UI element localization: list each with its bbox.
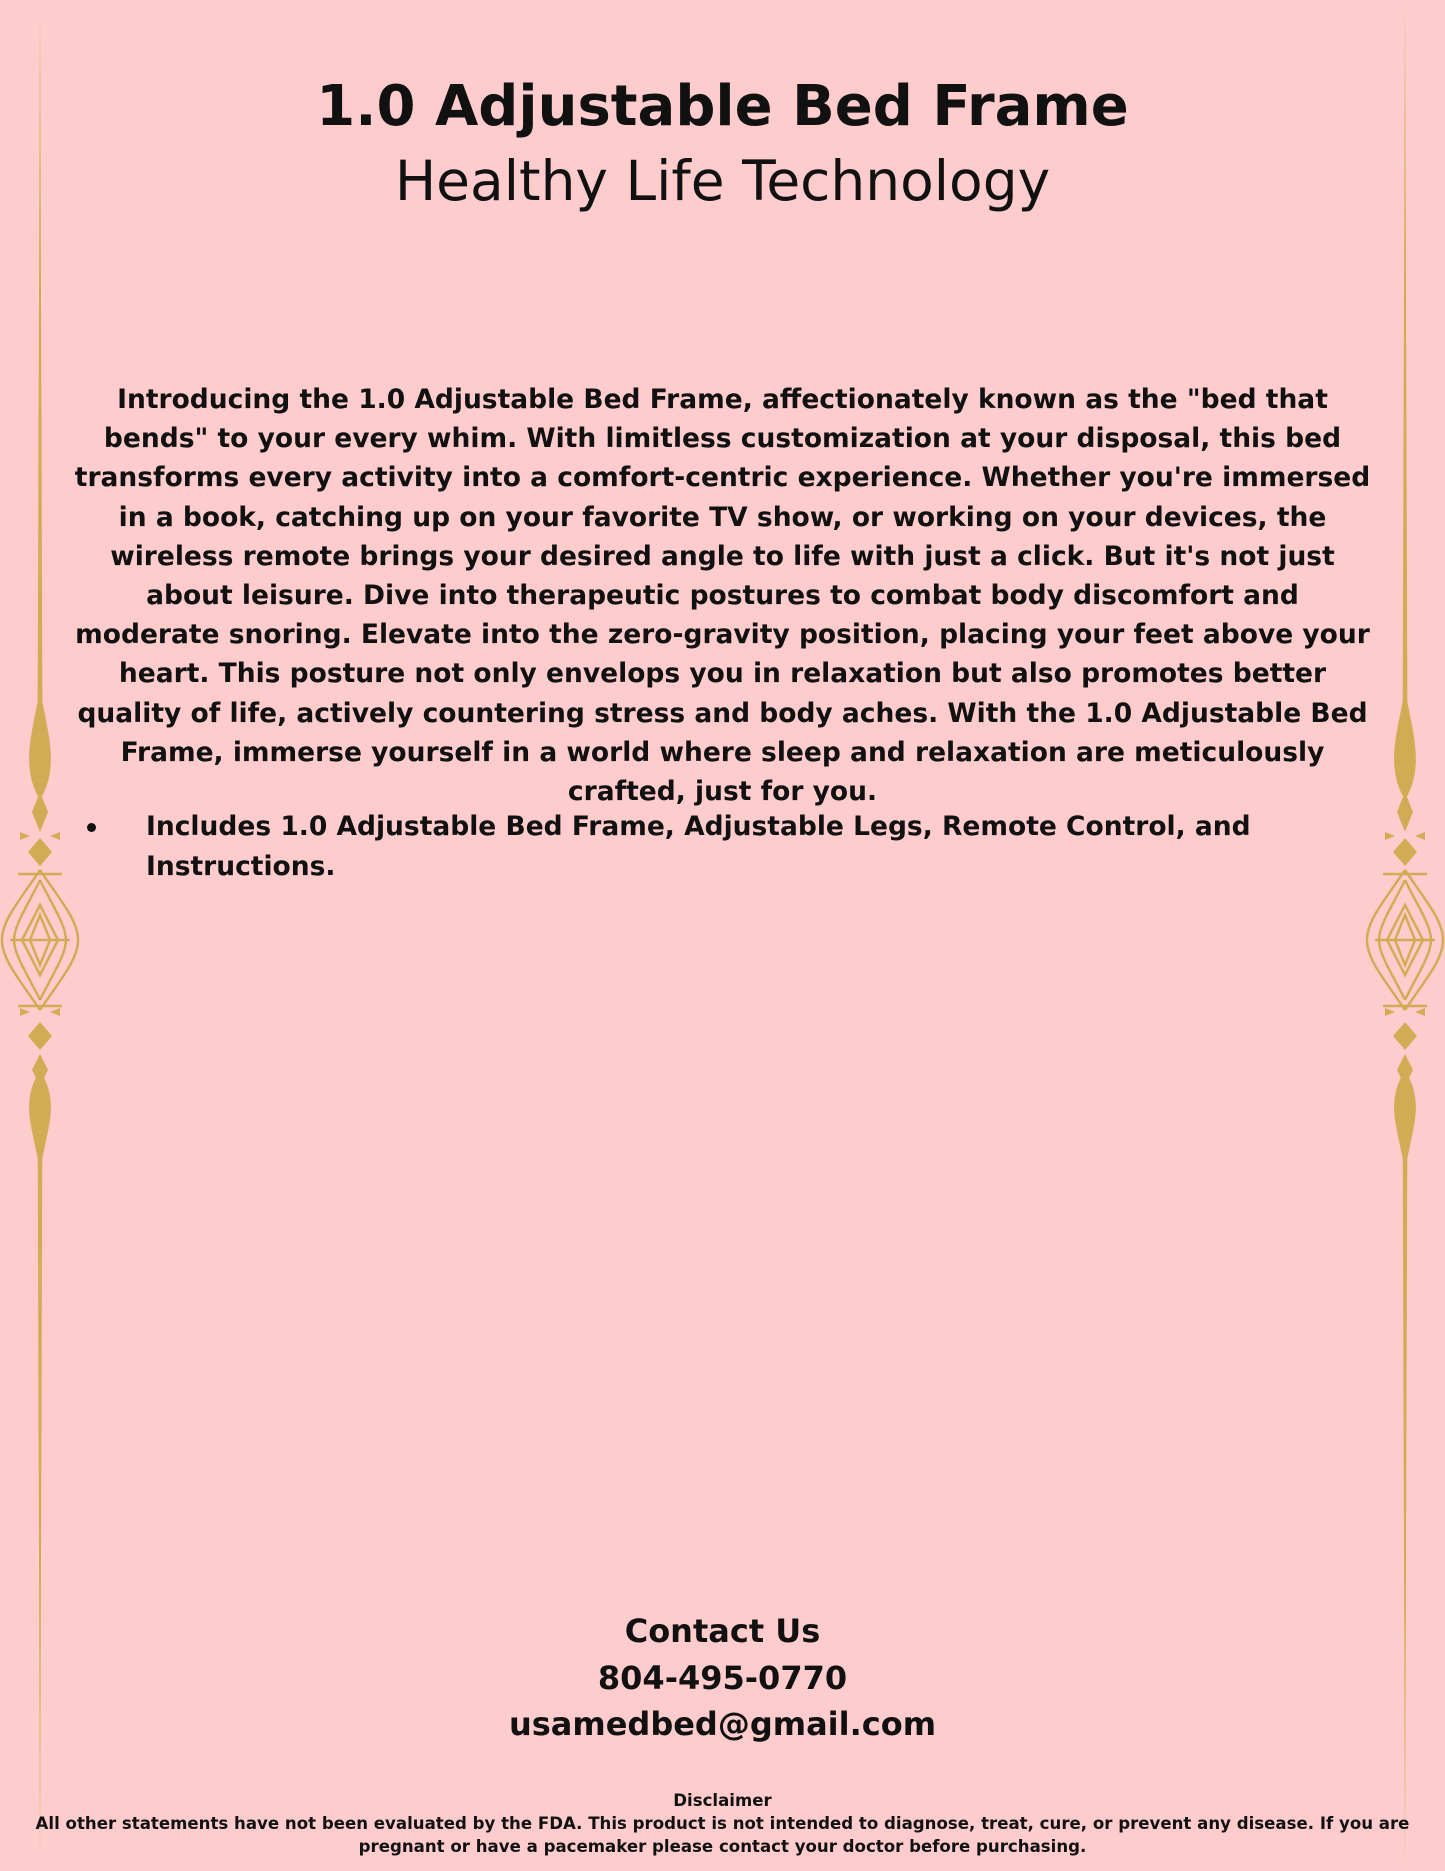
disclaimer-text: All other statements have not been evaluated by the FDA. This product is not intended to diagnose, treat, cure, or prevent any disease. If you are pregnant or have a pacemaker please contact your doctor before purchasing. xyxy=(35,1814,1410,1856)
includes-list xyxy=(80,807,1370,887)
disclaimer-heading: Disclaimer xyxy=(673,1791,772,1810)
disclaimer-section xyxy=(6,1789,1439,1858)
page-subtitle: Healthy Life Technology xyxy=(394,149,1051,213)
left-ornamental-border-icon xyxy=(0,0,84,1871)
right-ornamental-border-icon xyxy=(1361,0,1445,1871)
product-description: Introducing the 1.0 Adjustable Bed Frame, affectionately known as the "bed that bends" to your every whim. With limitless customization at your disposal, this bed transforms every activity into a comfort-centric experience. Whether you're immersed in a book, catching up on your favorite TV show, or working on your devices, the wireless remote brings your desired angle to life with just a click. But it's not just about leisure. Dive into therapeutic postures to combat body discomfort and moderate snoring. Elevate into the zero-gravity position, placing your feet above your heart. This posture not only envelops you in relaxation but also promotes better quality of life, actively countering stress and body aches. With the 1.0 Adjustable Bed Frame, immerse yourself in a world where sleep and relaxation are meticulously crafted, just for you. xyxy=(74,384,1371,808)
list-item: Includes 1.0 Adjustable Bed Frame, Adjustable Legs, Remote Control, and Instructions. xyxy=(80,807,1370,887)
page-title: 1.0 Adjustable Bed Frame xyxy=(316,74,1129,139)
contact-section xyxy=(0,1608,1445,1748)
page-header xyxy=(0,70,1445,218)
contact-phone: 804-495-0770 xyxy=(597,1658,848,1697)
contact-heading: Contact Us xyxy=(624,1612,821,1650)
contact-email: usamedbed@gmail.com xyxy=(508,1705,937,1743)
